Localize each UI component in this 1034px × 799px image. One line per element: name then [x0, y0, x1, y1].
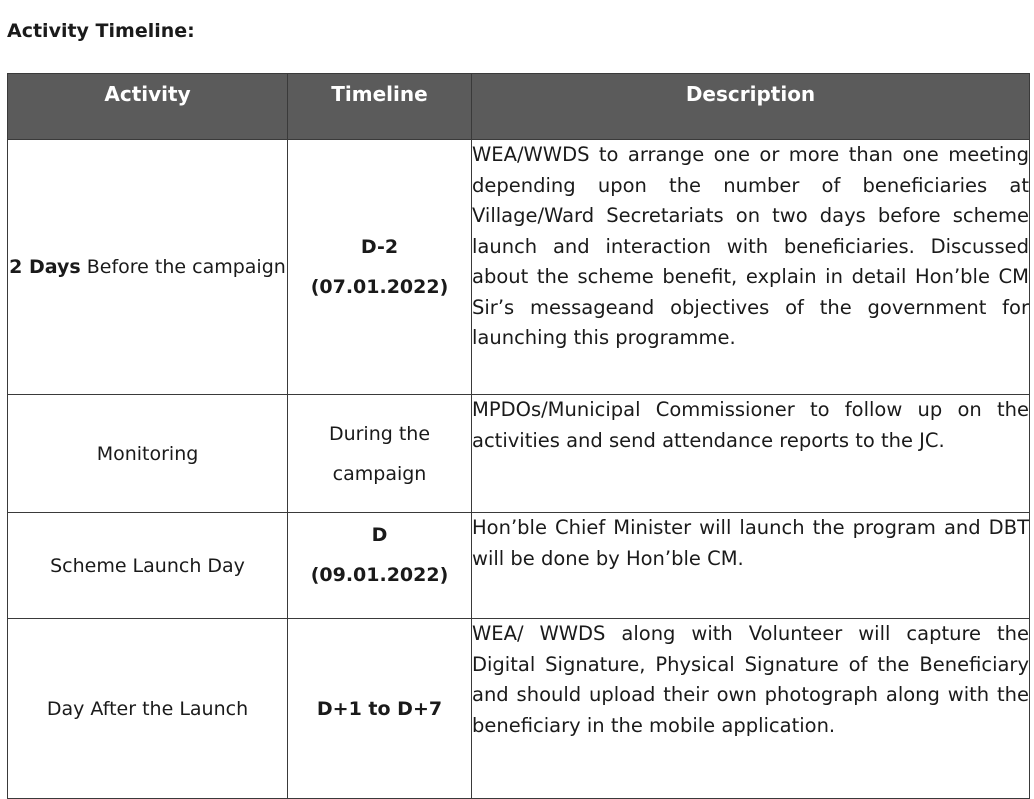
table-row — [8, 140, 1030, 395]
description-cell: Hon’ble Chief Minister will launch the program and DBT will be done by Hon’ble CM. — [472, 513, 1030, 619]
timeline-code: D — [371, 524, 388, 546]
activity-text: Before the campaign — [86, 256, 286, 278]
column-header-activity: Activity — [8, 74, 288, 140]
activity-cell: Monitoring — [8, 395, 288, 513]
timeline-cell — [288, 513, 472, 619]
description-cell: MPDOs/Municipal Commissioner to follow up on the activities and send attendance reports to the JC. — [472, 395, 1030, 513]
column-header-description: Description — [472, 74, 1030, 140]
section-title: Activity Timeline: — [7, 20, 195, 42]
timeline-code: D-2 — [360, 236, 399, 258]
activity-bold-text: 2 Days — [9, 256, 81, 278]
timeline-cell — [288, 140, 472, 395]
table-row — [8, 619, 1030, 799]
timeline-date: (07.01.2022) — [310, 276, 449, 298]
timeline-date: (09.01.2022) — [310, 564, 449, 586]
description-cell: WEA/ WWDS along with Volunteer will capture the Digital Signature, Physical Signature of the Beneficiary and should upload their own photograph along with the beneficiary in the mobile application. — [472, 619, 1030, 799]
table-header-row — [8, 74, 1030, 140]
activity-cell: Day After the Launch — [8, 619, 288, 799]
activity-cell — [8, 140, 288, 395]
activity-cell: Scheme Launch Day — [8, 513, 288, 619]
timeline-cell: During the campaign — [288, 395, 472, 513]
description-cell: WEA/WWDS to arrange one or more than one meeting depending upon the number of beneficiaries at Village/Ward Secretariats on two days before scheme launch and interaction with beneficiaries. Discussed about the scheme benefit, explain in detail Hon’ble CM Sir’s messageand objectives of the government for launching this programme. — [472, 140, 1030, 395]
table-row — [8, 513, 1030, 619]
timeline-cell: D+1 to D+7 — [288, 619, 472, 799]
column-header-timeline: Timeline — [288, 74, 472, 140]
table-row — [8, 395, 1030, 513]
activity-timeline-table — [7, 73, 1030, 799]
